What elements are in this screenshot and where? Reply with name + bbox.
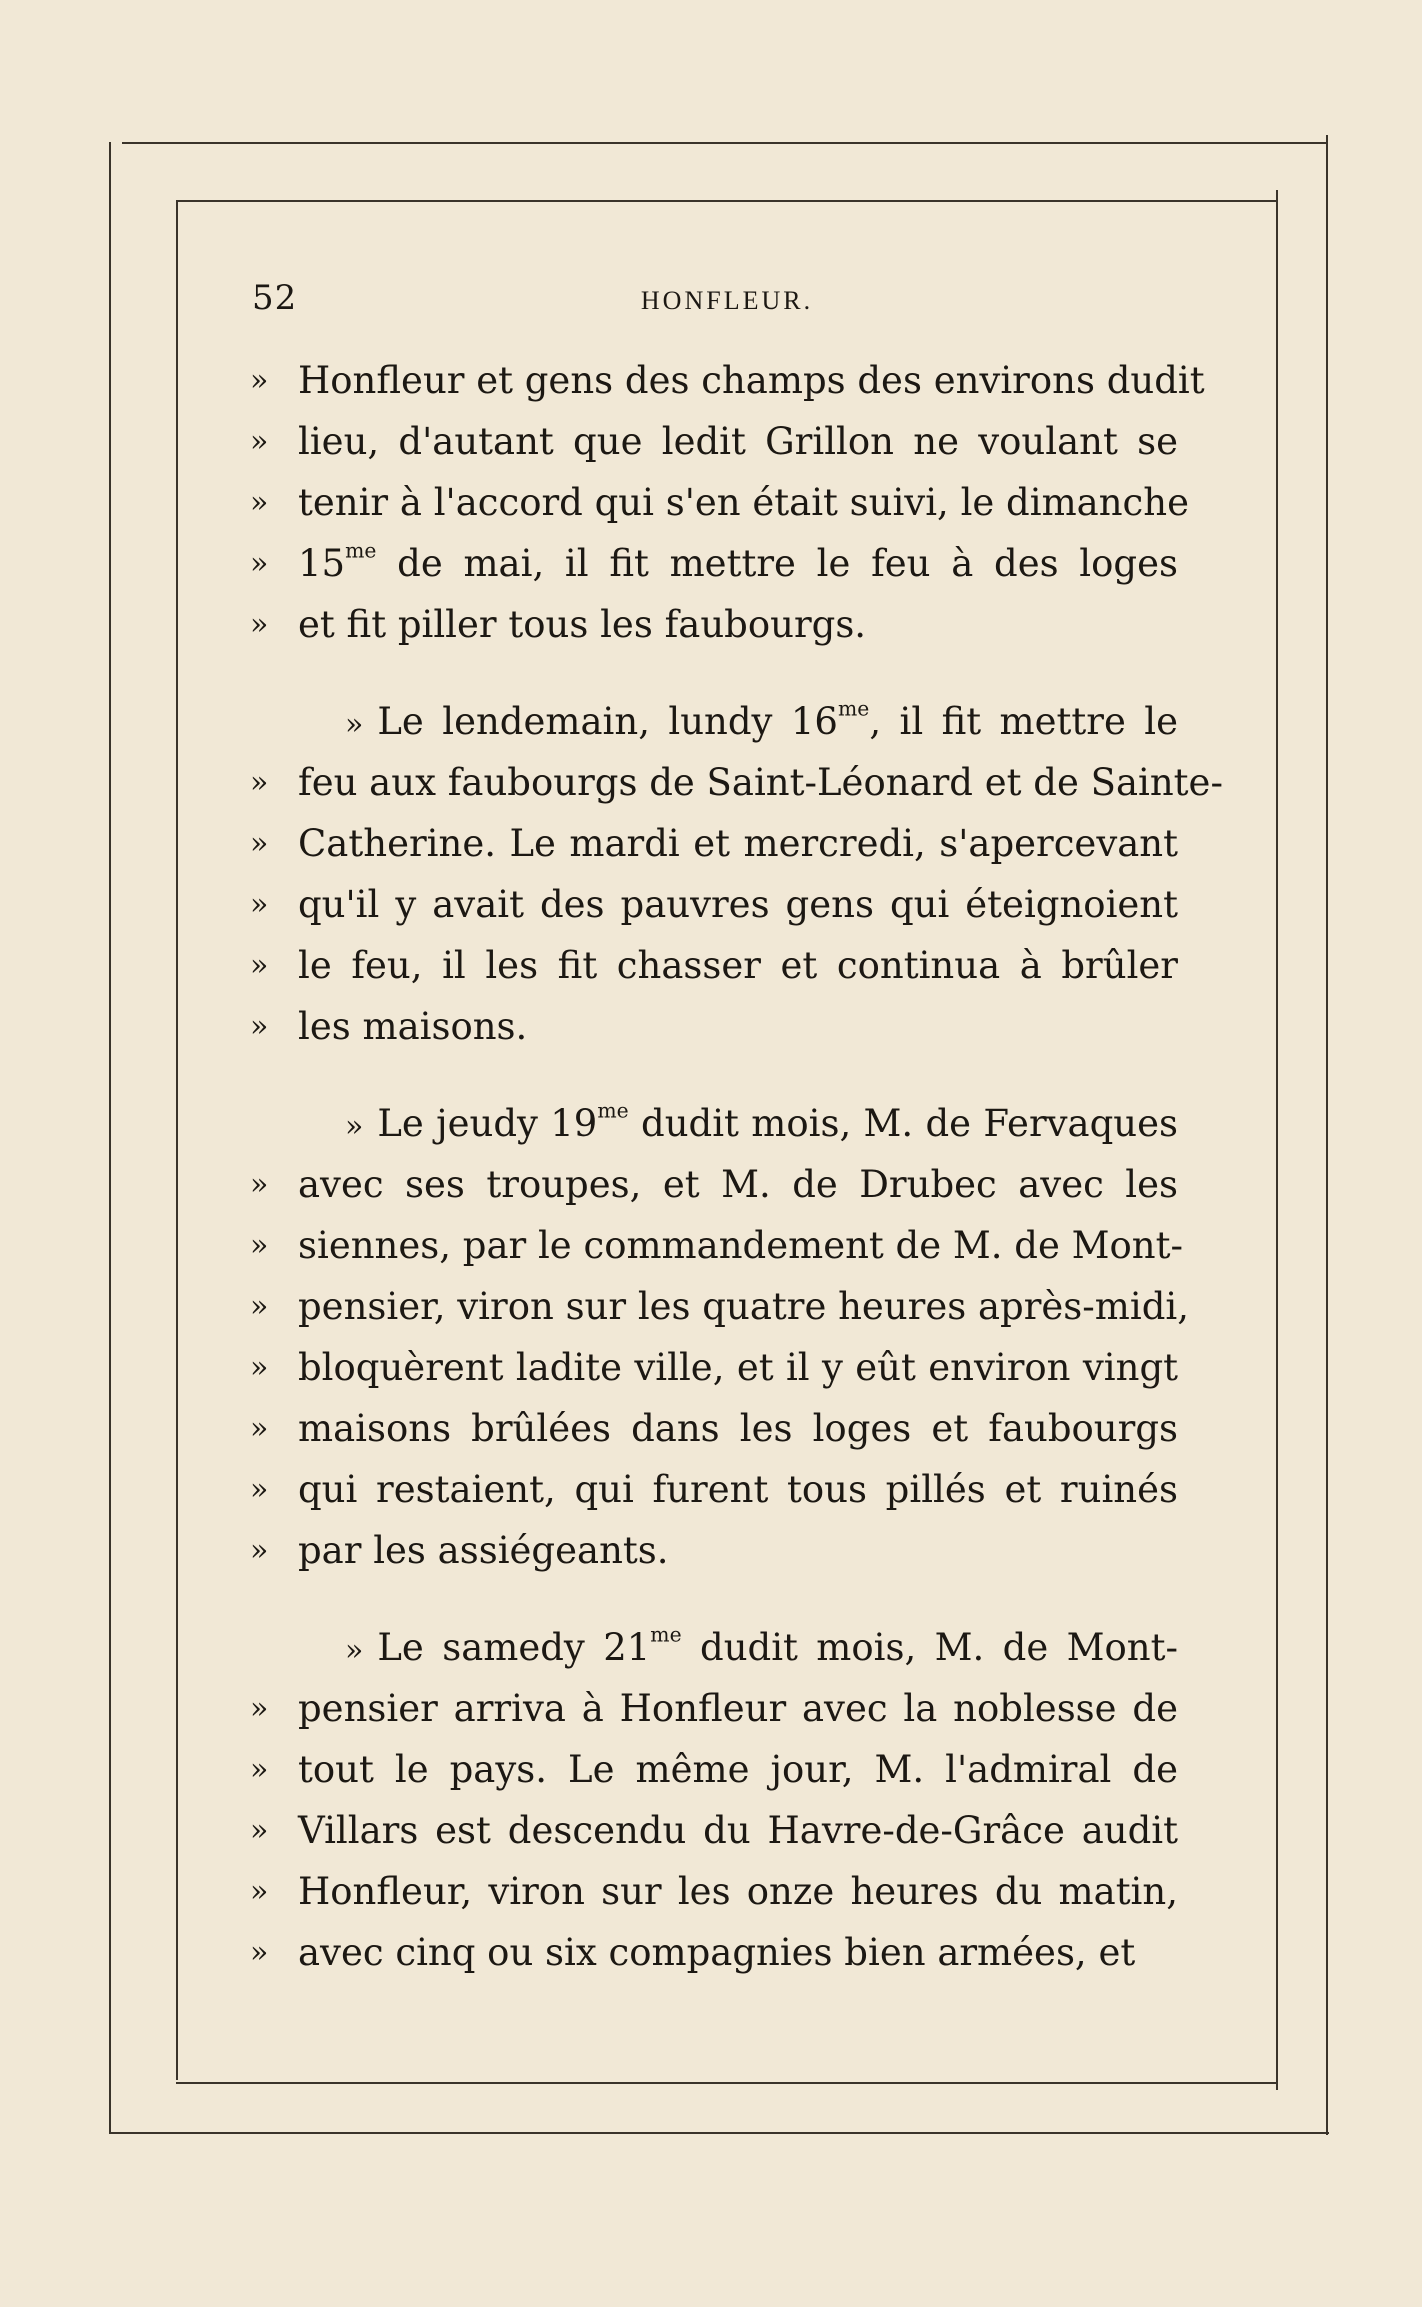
paragraph-gap: [250, 1581, 1202, 1617]
line-text: » Le samedy $21^{me}$ dudit mois, M. de Mont-: [345, 1622, 1178, 1669]
text-line: [250, 1215, 1202, 1276]
text-line: [250, 1459, 1202, 1520]
quote-mark: »: [250, 546, 269, 581]
inner-right-rule: [1276, 190, 1278, 2090]
paragraph-gap: [250, 1057, 1202, 1093]
line-text: lieu, d'autant que ledit Grillon ne voulant se: [298, 420, 1178, 463]
quote-mark: »: [250, 1289, 269, 1324]
text-line: [250, 1800, 1202, 1861]
text-line: [250, 1154, 1202, 1215]
quote-mark: »: [250, 1874, 269, 1909]
line-text: Honfleur et gens des champs des environs dudit: [298, 359, 1205, 402]
quote-mark: »: [250, 1009, 269, 1044]
quote-mark: »: [345, 707, 364, 742]
line-text: feu aux faubourgs de Saint-Léonard et de Sainte-: [298, 761, 1223, 804]
outer-left-rule: [109, 142, 111, 2132]
text-line: [250, 533, 1202, 594]
line-text: qui restaient, qui furent tous pillés et ruinés: [298, 1468, 1178, 1511]
line-text: Catherine. Le mardi et mercredi, s'apercevant: [298, 822, 1178, 865]
inner-bottom-rule: [176, 2082, 1276, 2084]
ordinal-superscript: me: [650, 1622, 682, 1647]
quote-mark: »: [250, 887, 269, 922]
text-line: [250, 1093, 1202, 1154]
quote-mark: »: [250, 607, 269, 642]
line-text: » Le lendemain, lundy $16^{me}$, il fit mettre le: [345, 696, 1178, 743]
quote-mark: »: [250, 1350, 269, 1385]
line-text: $15^{me}$ de mai, il fit mettre le feu à des loges: [298, 538, 1178, 585]
quote-mark: »: [250, 363, 269, 398]
page-number: 52: [252, 278, 298, 318]
text-line: [250, 874, 1202, 935]
line-text: et fit piller tous les faubourgs.: [298, 603, 867, 646]
body-text: [250, 350, 1223, 1983]
line-text: » Le jeudy $19^{me}$ dudit mois, M. de Fervaques: [345, 1098, 1178, 1145]
text-line: [250, 813, 1202, 874]
line-text: avec ses troupes, et M. de Drubec avec les: [298, 1163, 1178, 1206]
line-text: le feu, il les fit chasser et continua à brûler: [298, 944, 1178, 987]
line-text: par les assiégeants.: [298, 1529, 669, 1572]
ordinal-superscript: me: [345, 538, 377, 563]
text-line: [250, 350, 1205, 411]
quote-mark: »: [250, 485, 269, 520]
running-head: HONFLEUR.: [640, 286, 814, 315]
text-line: [250, 1276, 1202, 1337]
line-text: Honfleur, viron sur les onze heures du matin,: [298, 1870, 1178, 1913]
line-text: maisons brûlées dans les loges et faubourgs: [298, 1407, 1178, 1450]
page-content: [170, 270, 1223, 2060]
line-text: tenir à l'accord qui s'en était suivi, le dimanche: [298, 481, 1189, 524]
quote-mark: »: [345, 1633, 364, 1668]
text-line: [250, 752, 1223, 813]
text-line: [250, 411, 1202, 472]
line-text: avec cinq ou six compagnies bien armées, et: [298, 1931, 1136, 1974]
quote-mark: »: [250, 1411, 269, 1446]
ordinal-superscript: me: [597, 1098, 629, 1123]
line-text: siennes, par le commandement de M. de Mont-: [298, 1224, 1184, 1267]
line-text: Villars est descendu du Havre-de-Grâce audit: [298, 1809, 1178, 1852]
text-line: [250, 472, 1202, 533]
quote-mark: »: [250, 1167, 269, 1202]
outer-top-rule: [122, 142, 1328, 144]
text-line: [250, 1337, 1202, 1398]
text-line: [250, 935, 1202, 996]
quote-mark: »: [250, 1813, 269, 1848]
inner-top-rule: [178, 200, 1278, 202]
quote-mark: »: [250, 1472, 269, 1507]
quote-mark: »: [250, 765, 269, 800]
ordinal-superscript: me: [837, 696, 870, 721]
text-line: [250, 1678, 1202, 1739]
outer-right-rule: [1326, 135, 1328, 2135]
text-line: [250, 1398, 1202, 1459]
text-line: [250, 1922, 1202, 1983]
text-line: [250, 996, 1202, 1057]
text-line: [250, 1520, 1202, 1581]
quote-mark: »: [250, 1935, 269, 1970]
line-text: pensier, viron sur les quatre heures après-midi,: [298, 1285, 1189, 1328]
quote-mark: »: [345, 1109, 364, 1144]
quote-mark: »: [250, 424, 269, 459]
quote-mark: »: [250, 948, 269, 983]
paragraph-gap: [250, 655, 1202, 691]
quote-mark: »: [250, 1533, 269, 1568]
quote-mark: »: [250, 826, 269, 861]
line-text: qu'il y avait des pauvres gens qui éteignoient: [298, 883, 1178, 926]
text-line: [250, 594, 1202, 655]
line-text: pensier arriva à Honfleur avec la noblesse de: [298, 1687, 1178, 1730]
quote-mark: »: [250, 1752, 269, 1787]
outer-bottom-rule: [109, 2132, 1329, 2134]
quote-mark: »: [250, 1228, 269, 1263]
text-line: [250, 1617, 1202, 1678]
text-line: [250, 1739, 1202, 1800]
text-line: [250, 691, 1202, 752]
page-header: [252, 278, 1202, 328]
line-text: bloquèrent ladite ville, et il y eût environ vingt: [298, 1346, 1178, 1389]
line-text: les maisons.: [298, 1005, 528, 1048]
text-line: [250, 1861, 1202, 1922]
quote-mark: »: [250, 1691, 269, 1726]
line-text: tout le pays. Le même jour, M. l'admiral de: [298, 1748, 1178, 1791]
